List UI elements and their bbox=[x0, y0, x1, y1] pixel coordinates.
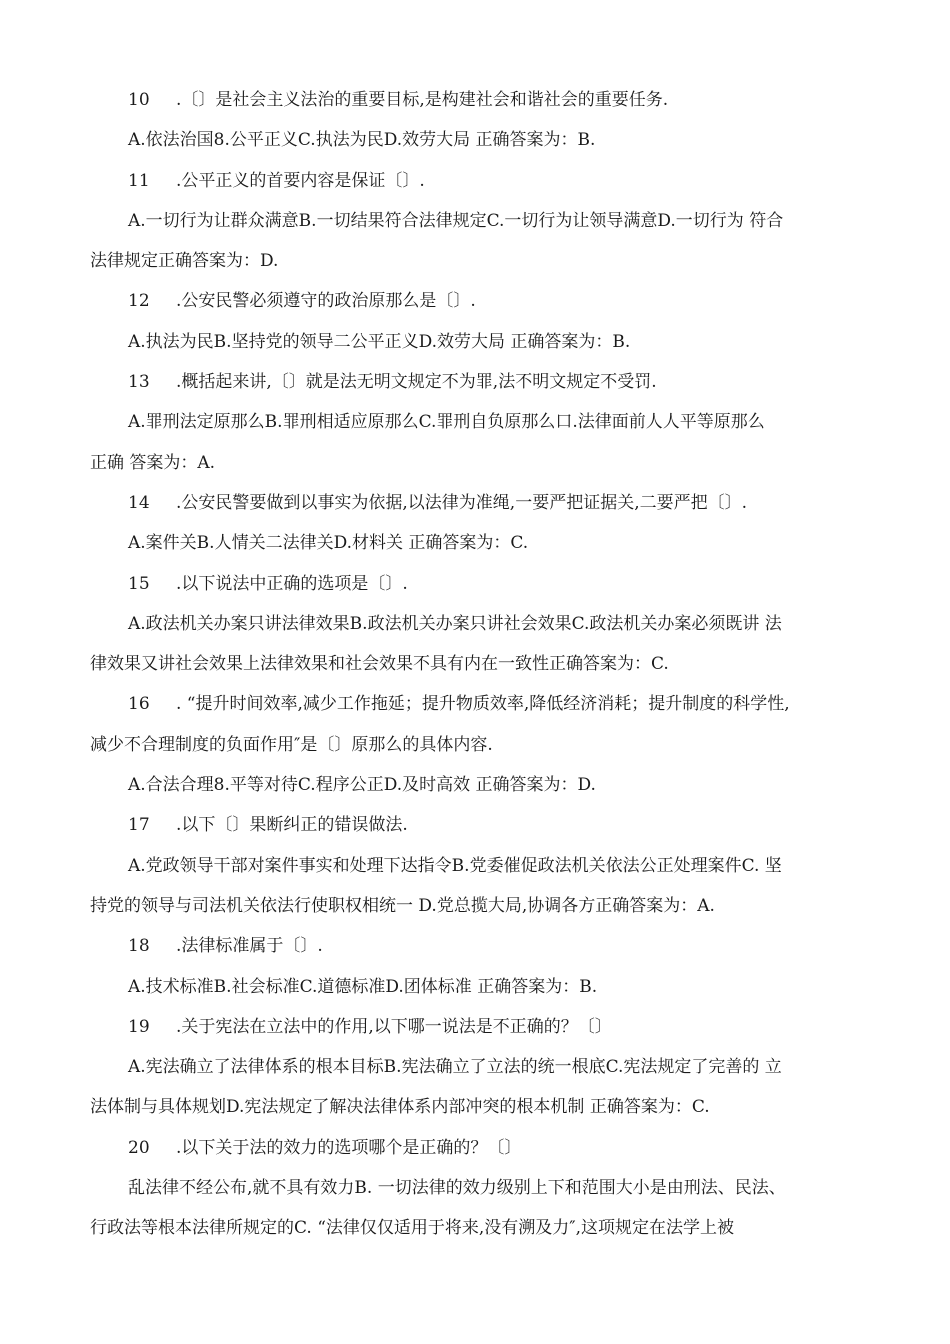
line-text: 正确 答案为：A. bbox=[90, 452, 216, 473]
line-text: .公安民警要做到以事实为依据,以法律为准绳,一要严把证据关,二要严把〔〕. bbox=[176, 492, 748, 513]
question-number: 13 bbox=[128, 372, 150, 393]
line-text: A.依法治国8.公平正义C.执法为民D.效劳大局 正确答案为：B. bbox=[128, 130, 596, 151]
text-line bbox=[90, 322, 882, 362]
question-line bbox=[90, 684, 882, 724]
question-line bbox=[90, 1007, 882, 1047]
line-text: .以下说法中正确的选项是〔〕. bbox=[176, 573, 408, 594]
line-text: A.一切行为让群众满意B.一切结果符合法律规定C.一切行为让领导满意D.一切行为 符合 bbox=[128, 210, 784, 231]
text-line bbox=[90, 725, 882, 765]
text-line bbox=[90, 201, 882, 241]
text-line bbox=[90, 846, 882, 886]
question-number: 11 bbox=[128, 170, 150, 191]
question-number: 15 bbox=[128, 573, 150, 594]
line-text: .〔〕是社会主义法治的重要目标,是构建社会和谐社会的重要任务. bbox=[176, 90, 669, 110]
question-line bbox=[90, 805, 882, 845]
question-line bbox=[90, 362, 882, 402]
text-line bbox=[90, 604, 882, 644]
text-line bbox=[90, 443, 882, 483]
line-text: 律效果又讲社会效果上法律效果和社会效果不具有内在一致性正确答案为：C. bbox=[90, 654, 669, 675]
question-line bbox=[90, 483, 882, 523]
line-text: A.案件关B.人情关二法律关D.材料关 正确答案为：C. bbox=[128, 533, 529, 554]
question-line bbox=[90, 161, 882, 201]
line-text: 法体制与具体规划D.宪法规定了解决法律体系内部冲突的根本机制 正确答案为：C. bbox=[90, 1097, 710, 1118]
line-text: A.执法为民B.坚持党的领导二公平正义D.效劳大局 正确答案为：B. bbox=[128, 331, 631, 352]
text-line bbox=[90, 967, 882, 1007]
line-text: A.宪法确立了法律体系的根本目标B.宪法确立了立法的统一根底C.宪法规定了完善的 立 bbox=[128, 1057, 782, 1078]
line-text: .公安民警必须遵守的政治原那么是〔〕. bbox=[176, 291, 476, 312]
question-number: 18 bbox=[128, 936, 150, 957]
text-line bbox=[90, 644, 882, 684]
question-line bbox=[90, 281, 882, 321]
question-number: 19 bbox=[128, 1016, 150, 1037]
question-number: 20 bbox=[128, 1137, 150, 1158]
text-line bbox=[90, 523, 882, 563]
question-line bbox=[90, 80, 882, 120]
line-text: . “提升时间效率,减少工作拖延；提升物质效率,降低经济消耗；提升制度的科学性, bbox=[176, 694, 790, 715]
text-line bbox=[90, 402, 882, 442]
line-text: .法律标准属于〔〕. bbox=[176, 936, 323, 957]
document-body bbox=[90, 80, 882, 1249]
line-text: 减少不合理制度的负面作用″是〔〕原那么的具体内容. bbox=[90, 734, 493, 755]
question-line bbox=[90, 564, 882, 604]
line-text: .以下〔〕果断纠正的错误做法. bbox=[176, 815, 408, 836]
question-number: 17 bbox=[128, 815, 150, 836]
line-text: 行政法等根本法律所规定的C. “法律仅仅适用于将来,没有溯及力″,这项规定在法学上被 bbox=[90, 1218, 735, 1239]
text-line bbox=[90, 1087, 882, 1127]
question-line bbox=[90, 1128, 882, 1168]
line-text: A.合法合理8.平等对待C.程序公正D.及时高效 正确答案为：D. bbox=[128, 775, 596, 796]
question-line bbox=[90, 926, 882, 966]
line-text: .以下关于法的效力的选项哪个是正确的？〔〕 bbox=[176, 1137, 522, 1158]
line-text: .公平正义的首要内容是保证〔〕. bbox=[176, 170, 425, 191]
line-text: .关于宪法在立法中的作用,以下哪一说法是不正确的？〔〕 bbox=[176, 1016, 612, 1037]
question-number: 12 bbox=[128, 291, 150, 312]
line-text: 持党的领导与司法机关依法行使职权相统一 D.党总揽大局,协调各方正确答案为：A. bbox=[90, 895, 715, 916]
question-number: 16 bbox=[128, 694, 150, 715]
text-line bbox=[90, 886, 882, 926]
text-line bbox=[90, 765, 882, 805]
question-number: 10 bbox=[128, 90, 150, 110]
question-number: 14 bbox=[128, 492, 150, 513]
text-line bbox=[90, 1208, 882, 1248]
line-text: .概括起来讲,〔〕就是法无明文规定不为罪,法不明文规定不受罚. bbox=[176, 372, 657, 393]
text-line bbox=[90, 1168, 882, 1208]
text-line bbox=[90, 241, 882, 281]
text-line bbox=[90, 1047, 882, 1087]
line-text: 法律规定正确答案为：D. bbox=[90, 251, 279, 272]
line-text: 乱法律不经公布,就不具有效力B. 一切法律的效力级别上下和范围大小是由刑法、民法、 bbox=[128, 1178, 786, 1199]
line-text: A.技术标准B.社会标准C.道德标准D.团体标准 正确答案为：B. bbox=[128, 976, 598, 997]
text-line bbox=[90, 120, 882, 160]
line-text: A.党政领导干部对案件事实和处理下达指令B.党委催促政法机关依法公正处理案件C. 坚 bbox=[128, 855, 782, 876]
line-text: A.政法机关办案只讲法律效果B.政法机关办案只讲社会效果C.政法机关办案必须既讲 法 bbox=[128, 613, 782, 634]
line-text: A.罪刑法定原那么B.罪刑相适应原那么C.罪刑自负原那么口.法律面前人人平等原那么 bbox=[128, 412, 765, 433]
